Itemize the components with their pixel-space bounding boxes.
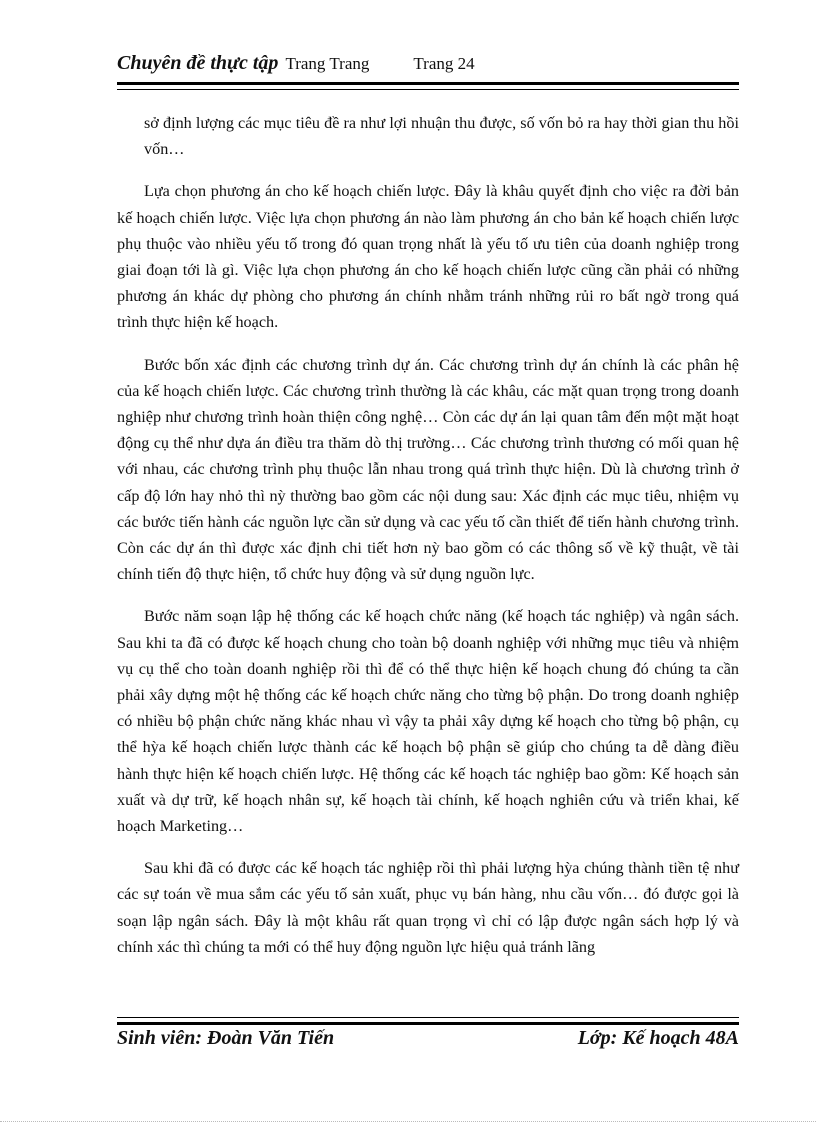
paragraph: Bước năm soạn lập hệ thống các kế hoạch chức năng (kế hoạch tác nghiệp) và ngân sách. Sau khi ta đã có được kế hoạch chung cho toàn bộ doanh nghiệp với những mục tiêu và nhiệm vụ cụ thể cho toàn doanh nghiệp rồi thì để có thể thực hiện kế hoạch chung đó chúng ta cần phải xây dựng một hệ thống các kế hoạch chức năng cho từng bộ phận. Do trong doanh nghiệp có nhiều bộ phận chức năng khác nhau vì vậy ta phải xây dựng kế hoạch cho từng bộ phận, cụ thể hỳa kế hoạch chiến lược thành các kế hoạch bộ phận sẽ giúp cho chúng ta dễ dàng điều hành thực hiện kế hoạch chiến lược. Hệ thống các kế hoạch tác nghiệp bao gồm: Kế hoạch sản xuất và dự trữ, kế hoạch nhân sự, kế hoạch tài chính, kế hoạch nghiên cứu và triển khai, kế hoạch Marketing… [117,607,739,836]
page-header [117,52,737,82]
paragraph: Lựa chọn phương án cho kế hoạch chiến lược. Đây là khâu quyết định cho việc ra đời bản kế hoạch chiến lược. Việc lựa chọn phương án nào làm phương án cho bản kế hoạch chiến lược phụ thuộc vào nhiều yếu tố trong đó quan trọng nhất là yếu tố ưu tiên của doanh nghiệp trong giai đoạn tới là gì. Việc lựa chọn phương án cho kế hoạch chiến lược cũng cần phải có những phương án khác dự phòng cho phương án chính nhằm tránh những rủi ro bất ngờ trong quá trình thực hiện kế hoạch. [117,182,739,332]
document-title: Chuyên đề thực tập [117,52,279,74]
paragraph: Bước bốn xác định các chương trình dự án. Các chương trình dự án chính là các phân hệ của kế hoạch chiến lược. Các chương trình thường là các khâu, các mặt quan trọng trong doanh nghiệp như chương trình hoàn thiện công nghệ… Còn các dự án lại quan tâm đến một mặt hoạt động cụ thể như dựa án điều tra thăm dò thị trường… Các chương trình thương có mối quan hệ với nhau, các chương trình phụ thuộc lẫn nhau trong quá trình thực hiện. Dù là chương trình ở cấp độ lớn hay nhỏ thì nỳ thường bao gồm các nội dung sau: Xác định các mục tiêu, nhiệm vụ các bước tiến hành các nguồn lực cần sử dụng và cac yếu tố cần thiết để tiến hành chương trình. Còn các dự án thì được xác định chi tiết hơn nỳ bao gồm có các thông số về kỹ thuật, về tài chính tiến độ thực hiện, tổ chức huy động và sử dụng nguồn lực. [117,355,739,584]
student-name: Sinh viên: Đoàn Văn Tiến [117,1027,335,1049]
paragraph: Sau khi đã có được các kế hoạch tác nghiệp rồi thì phải lượng hỳa chúng thành tiền tệ như các sự toán về mua sắm các yếu tố sản xuất, phục vụ bán hàng, nhu cầu vốn… đó được gọi là soạn lập ngân sách. Đây là một khâu rất quan trọng vì chỉ có lập được ngân sách hợp lý và chính xác thì chúng ta mới có thể huy động nguồn lực hiệu quả tránh lãng [117,859,739,956]
body-text [117,110,739,976]
paragraph: sở định lượng các mục tiêu đề ra như lợi nhuận thu được, số vốn bỏ ra hay thời gian thu hồi vốn… [144,114,739,159]
class-name: Lớp: Kế hoạch 48A [577,1027,739,1049]
footer-rule [117,1017,739,1025]
header-rule [117,82,739,90]
page-number: Trang 24 [413,54,475,73]
page-edge-divider [0,1121,816,1122]
header-author: Trang Trang [285,54,370,73]
